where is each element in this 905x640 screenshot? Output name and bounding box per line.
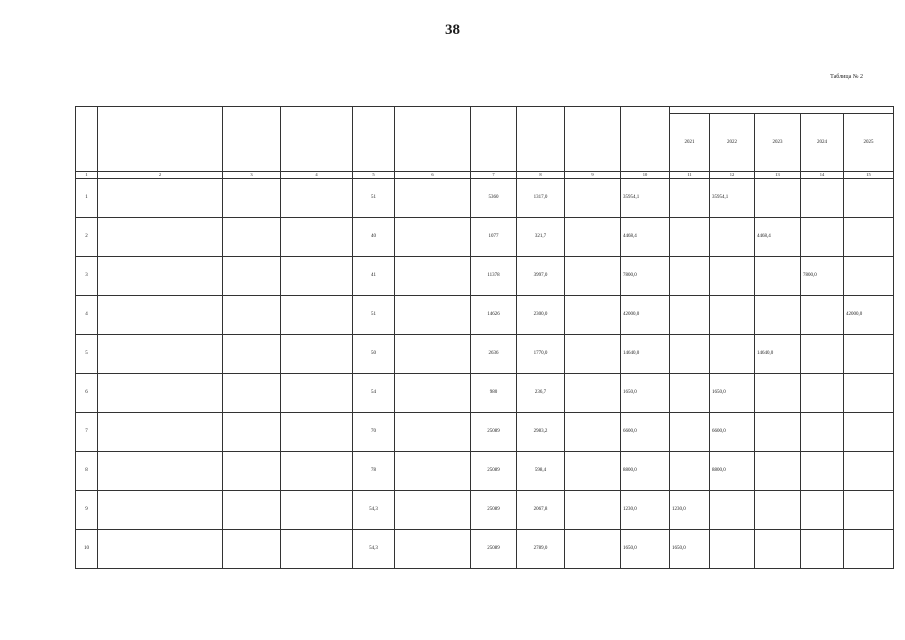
wear-percent: 54,3	[353, 530, 395, 569]
cost-2021	[670, 374, 710, 413]
org-name	[98, 374, 223, 413]
row-number: 4	[76, 296, 98, 335]
cost-2021	[670, 257, 710, 296]
object-capacity	[565, 374, 621, 413]
population-served: 11378	[471, 257, 517, 296]
wear-percent: 50	[353, 335, 395, 374]
object-name	[223, 335, 281, 374]
column-number: 12	[710, 172, 755, 179]
cost-2024	[801, 335, 844, 374]
cost-2024	[801, 179, 844, 218]
object-capacity	[565, 413, 621, 452]
object-area: 2789,0	[517, 530, 565, 569]
cost-2024	[801, 530, 844, 569]
cost-2021	[670, 452, 710, 491]
planned-cost: 8800,0	[621, 452, 670, 491]
wear-percent: 54	[353, 374, 395, 413]
population-served: 25089	[471, 530, 517, 569]
column-number: 10	[621, 172, 670, 179]
table-row	[76, 257, 894, 296]
object-area: 598,4	[517, 452, 565, 491]
table-row	[76, 491, 894, 530]
header-years-group	[670, 107, 894, 114]
object-address	[281, 452, 353, 491]
object-address	[281, 257, 353, 296]
object-name	[223, 530, 281, 569]
cost-2024: 7800,0	[801, 257, 844, 296]
work-type	[395, 452, 471, 491]
wear-percent: 51	[353, 179, 395, 218]
cost-2022	[710, 218, 755, 257]
row-number: 9	[76, 491, 98, 530]
table-row	[76, 218, 894, 257]
object-address	[281, 179, 353, 218]
population-served: 14626	[471, 296, 517, 335]
object-capacity	[565, 452, 621, 491]
cost-2023	[755, 257, 801, 296]
cost-2021	[670, 335, 710, 374]
planned-cost: 35954,1	[621, 179, 670, 218]
work-type	[395, 179, 471, 218]
column-number: 14	[801, 172, 844, 179]
cost-2022: 35954,1	[710, 179, 755, 218]
column-number: 6	[395, 172, 471, 179]
header-col-6	[395, 107, 471, 172]
cost-2024	[801, 218, 844, 257]
object-name	[223, 452, 281, 491]
header-year-2024: 2024	[801, 114, 844, 172]
table-row	[76, 413, 894, 452]
cost-2022	[710, 491, 755, 530]
cost-2023	[755, 413, 801, 452]
cost-2023	[755, 530, 801, 569]
cost-2022	[710, 335, 755, 374]
page-number: 38	[445, 22, 460, 38]
object-capacity	[565, 218, 621, 257]
cost-2025	[844, 530, 894, 569]
column-number: 15	[844, 172, 894, 179]
column-number: 2	[98, 172, 223, 179]
population-served: 1077	[471, 218, 517, 257]
table-row	[76, 335, 894, 374]
population-served: 25089	[471, 452, 517, 491]
row-number: 7	[76, 413, 98, 452]
planned-cost: 1650,0	[621, 374, 670, 413]
table-row	[76, 296, 894, 335]
wear-percent: 54,3	[353, 491, 395, 530]
column-number: 4	[281, 172, 353, 179]
cost-2025	[844, 257, 894, 296]
cost-2025	[844, 413, 894, 452]
object-name	[223, 296, 281, 335]
header-col-5	[353, 107, 395, 172]
object-address	[281, 374, 353, 413]
cost-2025	[844, 452, 894, 491]
org-name	[98, 296, 223, 335]
object-address	[281, 530, 353, 569]
cost-2025	[844, 335, 894, 374]
cost-2022	[710, 530, 755, 569]
cost-2023	[755, 452, 801, 491]
table-row	[76, 179, 894, 218]
object-area: 1770,0	[517, 335, 565, 374]
cost-2025: 42000,0	[844, 296, 894, 335]
cost-2025	[844, 218, 894, 257]
org-name	[98, 335, 223, 374]
cost-2022: 1650,0	[710, 374, 755, 413]
work-type	[395, 374, 471, 413]
planned-cost: 7800,0	[621, 257, 670, 296]
org-name	[98, 413, 223, 452]
work-type	[395, 296, 471, 335]
object-name	[223, 491, 281, 530]
header-col-2	[98, 107, 223, 172]
header-year-2025: 2025	[844, 114, 894, 172]
object-capacity	[565, 296, 621, 335]
org-name	[98, 257, 223, 296]
cost-2021: 1650,0	[670, 530, 710, 569]
planned-cost: 14640,0	[621, 335, 670, 374]
cost-2023	[755, 179, 801, 218]
planned-cost: 4468,4	[621, 218, 670, 257]
wear-percent: 40	[353, 218, 395, 257]
cost-2021	[670, 296, 710, 335]
object-name	[223, 179, 281, 218]
column-number: 11	[670, 172, 710, 179]
object-address	[281, 218, 353, 257]
cost-2024	[801, 374, 844, 413]
column-number: 5	[353, 172, 395, 179]
planned-cost: 1230,0	[621, 491, 670, 530]
work-type	[395, 257, 471, 296]
header-col-3	[223, 107, 281, 172]
cost-2024	[801, 452, 844, 491]
table-row	[76, 530, 894, 569]
cost-2021	[670, 413, 710, 452]
object-name	[223, 218, 281, 257]
cost-2022	[710, 257, 755, 296]
cost-2022	[710, 296, 755, 335]
wear-percent: 51	[353, 296, 395, 335]
population-served: 2636	[471, 335, 517, 374]
row-number: 1	[76, 179, 98, 218]
population-served: 5360	[471, 179, 517, 218]
header-year-2023: 2023	[755, 114, 801, 172]
population-served: 25089	[471, 413, 517, 452]
object-address	[281, 413, 353, 452]
header-col-4	[281, 107, 353, 172]
work-type	[395, 335, 471, 374]
header-col-1	[76, 107, 98, 172]
org-name	[98, 491, 223, 530]
object-area: 2300,0	[517, 296, 565, 335]
object-area: 3997,0	[517, 257, 565, 296]
planned-cost: 6600,0	[621, 413, 670, 452]
work-type	[395, 491, 471, 530]
population-served: 980	[471, 374, 517, 413]
row-number: 8	[76, 452, 98, 491]
row-number: 10	[76, 530, 98, 569]
org-name	[98, 218, 223, 257]
table-tag: Таблица № 2	[830, 74, 863, 80]
header-year-2022: 2022	[710, 114, 755, 172]
object-area: 1317,0	[517, 179, 565, 218]
table-row	[76, 452, 894, 491]
org-name	[98, 530, 223, 569]
object-name	[223, 413, 281, 452]
work-type	[395, 413, 471, 452]
cost-2023	[755, 374, 801, 413]
cost-2023	[755, 491, 801, 530]
column-number: 7	[471, 172, 517, 179]
planned-cost: 1650,0	[621, 530, 670, 569]
object-name	[223, 257, 281, 296]
cost-2021: 1230,0	[670, 491, 710, 530]
table-row	[76, 374, 894, 413]
header-col-10	[621, 107, 670, 172]
column-number: 8	[517, 172, 565, 179]
header-year-2021: 2021	[670, 114, 710, 172]
cost-2021	[670, 179, 710, 218]
column-number: 3	[223, 172, 281, 179]
object-address	[281, 491, 353, 530]
object-address	[281, 296, 353, 335]
header-col-9	[565, 107, 621, 172]
cost-2022: 6600,0	[710, 413, 755, 452]
org-name	[98, 179, 223, 218]
cost-2024	[801, 296, 844, 335]
cost-2021	[670, 218, 710, 257]
object-capacity	[565, 530, 621, 569]
row-number: 2	[76, 218, 98, 257]
cost-2025	[844, 179, 894, 218]
cost-2023: 4468,4	[755, 218, 801, 257]
planned-cost: 42000,0	[621, 296, 670, 335]
column-number: 9	[565, 172, 621, 179]
work-type	[395, 218, 471, 257]
object-area: 2983,2	[517, 413, 565, 452]
object-area: 2067,8	[517, 491, 565, 530]
header-col-7	[471, 107, 517, 172]
object-address	[281, 335, 353, 374]
column-number: 1	[76, 172, 98, 179]
wear-percent: 78	[353, 452, 395, 491]
object-area: 236,7	[517, 374, 565, 413]
row-number: 5	[76, 335, 98, 374]
header-col-8	[517, 107, 565, 172]
cost-2024	[801, 491, 844, 530]
row-number: 6	[76, 374, 98, 413]
cost-2022: 8800,0	[710, 452, 755, 491]
population-served: 25089	[471, 491, 517, 530]
object-capacity	[565, 491, 621, 530]
object-capacity	[565, 335, 621, 374]
object-capacity	[565, 179, 621, 218]
object-area: 321,7	[517, 218, 565, 257]
wear-percent: 41	[353, 257, 395, 296]
wear-percent: 70	[353, 413, 395, 452]
object-name	[223, 374, 281, 413]
object-capacity	[565, 257, 621, 296]
column-number: 13	[755, 172, 801, 179]
cost-2025	[844, 491, 894, 530]
repair-table	[75, 106, 894, 569]
org-name	[98, 452, 223, 491]
row-number: 3	[76, 257, 98, 296]
cost-2023	[755, 296, 801, 335]
cost-2025	[844, 374, 894, 413]
cost-2024	[801, 413, 844, 452]
work-type	[395, 530, 471, 569]
cost-2023: 14640,0	[755, 335, 801, 374]
